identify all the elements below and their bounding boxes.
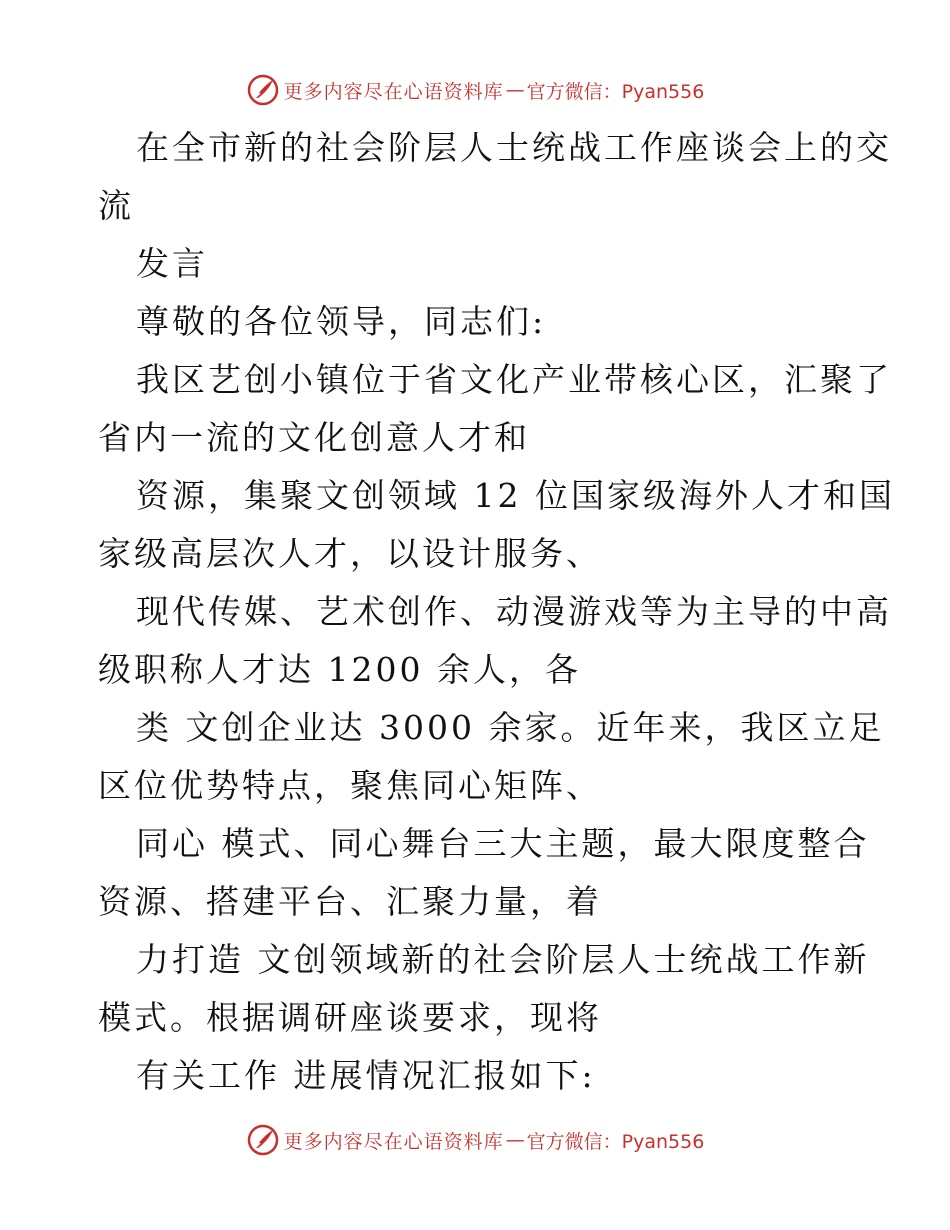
paragraph-line: 家级高层次人才，以设计服务、: [98, 534, 602, 573]
paragraph-line: 有关工作 进展情况汇报如下:: [136, 1056, 596, 1095]
title-line-3: 发言: [136, 244, 208, 283]
paragraph-line: 类 文创企业达 3000 余家。近年来，我区立足: [136, 708, 885, 747]
paragraph-line: 省内一流的文化创意人才和: [98, 418, 530, 457]
paragraph-line: 力打造 文创领域新的社会阶层人士统战工作新: [136, 940, 870, 979]
footer-watermark: [0, 1120, 950, 1160]
paragraph-line: 资源、搭建平台、汇聚力量，着: [98, 882, 602, 921]
feather-pen-icon: [246, 73, 280, 107]
watermark-separator: —: [505, 79, 525, 101]
paragraph-line: 模式。根据调研座谈要求，现将: [98, 998, 602, 1037]
header-watermark: [0, 70, 950, 110]
paragraph-line: 现代传媒、艺术创作、动漫游戏等为主导的中高: [136, 592, 892, 631]
watermark-wechat-text: 官方微信：Pyan556: [526, 80, 705, 103]
watermark-main-text: 更多内容尽在心语资料库: [283, 1130, 504, 1153]
watermark-wechat-text: 官方微信：Pyan556: [526, 1130, 705, 1153]
watermark-main-text: 更多内容尽在心语资料库: [283, 80, 504, 103]
paragraph-line: 级职称人才达 1200 余人，各: [98, 650, 581, 689]
title-line-1: 在全市新的社会阶层人士统战工作座谈会上的交: [136, 128, 892, 167]
paragraph-line: 资源，集聚文创领域 12 位国家级海外人才和国: [136, 476, 895, 515]
title-line-2: 流: [98, 186, 134, 225]
watermark-separator: —: [505, 1129, 525, 1151]
paragraph-line: 区位优势特点，聚焦同心矩阵、: [98, 766, 602, 805]
feather-pen-icon: [246, 1123, 280, 1157]
paragraph-line: 我区艺创小镇位于省文化产业带核心区，汇聚了: [136, 360, 892, 399]
paragraph-line: 同心 模式、同心舞台三大主题，最大限度整合: [136, 824, 870, 863]
salutation-line: 尊敬的各位领导，同志们:: [136, 302, 547, 341]
